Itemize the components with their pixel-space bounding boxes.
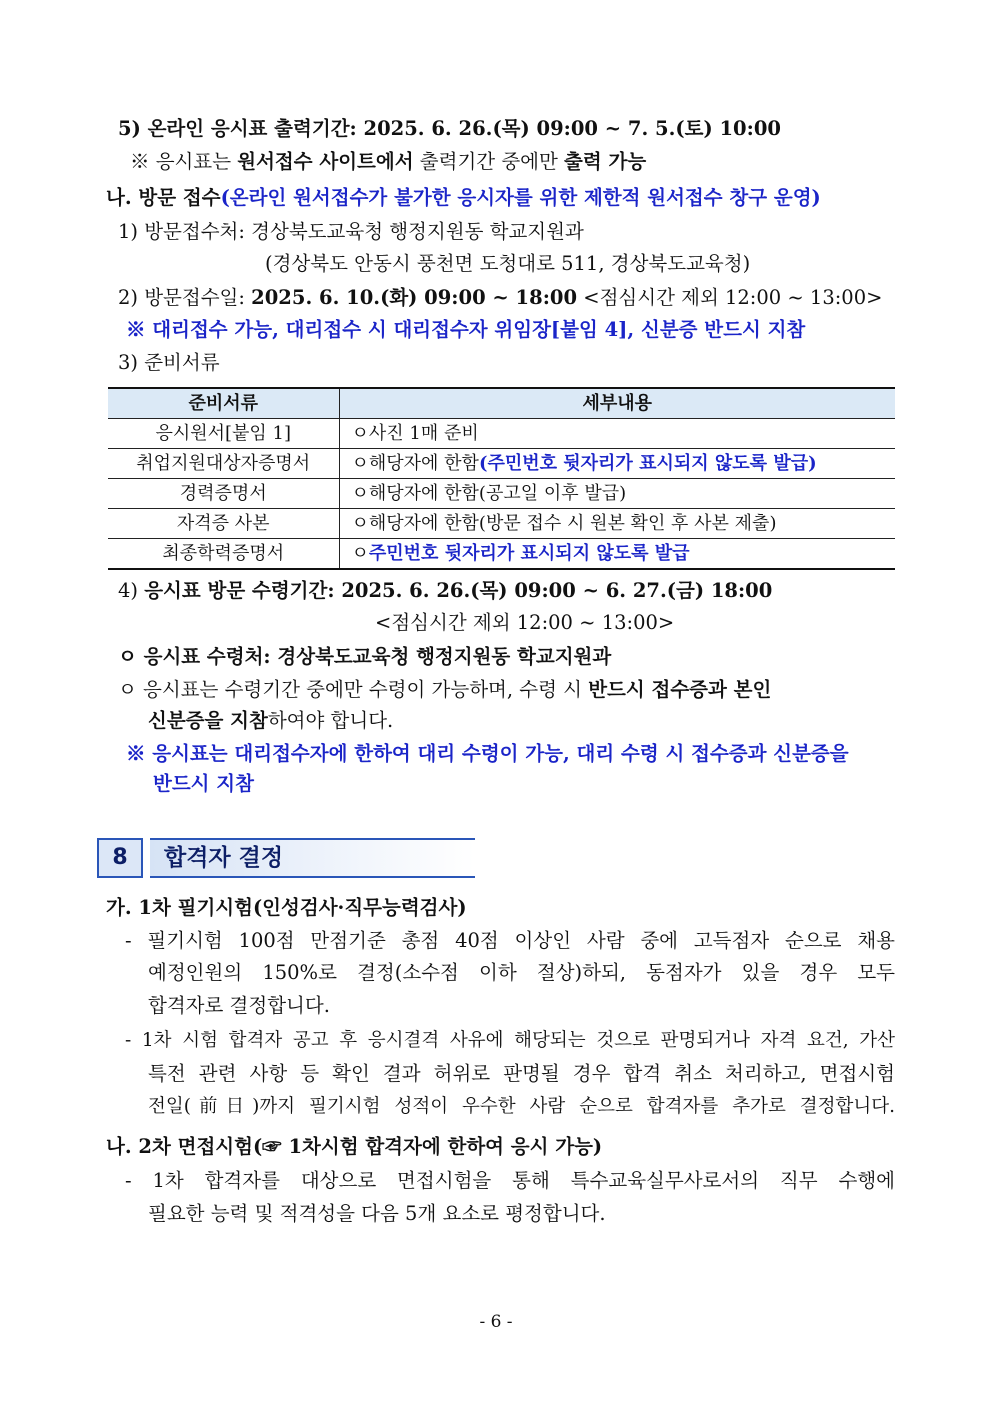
doc-name: 취업지원대상자증명서 xyxy=(108,449,339,479)
doc-detail: ㅇ해당자에 한함(공고일 이후 발급) xyxy=(339,479,895,509)
interview-p1-line1: - 1차 합격자를 대상으로 면접시험을 통해 특수교육실무사로서의 직무 수행에 xyxy=(125,1169,895,1192)
proxy-receipt-note-line2: 반드시 지참 xyxy=(153,772,254,795)
written-exam-p2-line2: 특전 관련 사항 등 확인 결과 허위로 판명될 경우 합격 취소 처리하고, 면접시험 xyxy=(148,1062,895,1085)
written-exam-p1-line2: 예정인원의 150%로 결정(소수점 이하 절상)하되, 동점자가 있을 경우 모두 xyxy=(148,961,895,984)
written-exam-p2-line1: - 1차 시험 합격자 공고 후 응시결격 사유에 해당되는 것으로 판명되거나 자격 요건, 가산 xyxy=(125,1030,895,1051)
doc-name: 자격증 사본 xyxy=(108,509,339,539)
visit-date: 2) 방문접수일: 2025. 6. 10.(화) 09:00 ~ 18:00 <점심시간 제외 12:00 ~ 13:00> xyxy=(118,286,883,309)
doc-detail: ㅇ해당자에 한함(주민번호 뒷자리가 표시되지 않도록 발급) xyxy=(339,449,895,479)
receipt-place: ㅇ 응시표 수령처: 경상북도교육청 행정지원동 학교지원과 xyxy=(118,645,612,668)
table-header: 세부내용 xyxy=(339,388,895,419)
doc-name: 경력증명서 xyxy=(108,479,339,509)
doc-detail: ㅇ해당자에 한함(방문 접수 시 원본 확인 후 사본 제출) xyxy=(339,509,895,539)
print-note: ※ 응시표는 원서접수 사이트에서 출력기간 중에만 출력 가능 xyxy=(130,150,647,173)
proxy-note: ※ 대리접수 가능, 대리접수 시 대리접수자 위임장[붙임 4], 신분증 반드시 지참 xyxy=(126,318,806,341)
written-exam-p1-line1: - 필기시험 100점 만점기준 총점 40점 이상인 사람 중에 고득점자 순으로 채용 xyxy=(125,929,895,952)
documents-table xyxy=(108,387,895,570)
table-row xyxy=(108,539,895,570)
doc-name: 응시원서[붙임 1] xyxy=(108,419,339,449)
page-number: - 6 - xyxy=(479,1312,513,1332)
visit-heading: 나. 방문 접수(온라인 원서접수가 불가한 응시자를 위한 제한적 원서접수 창구 운영) xyxy=(106,186,821,209)
section-title: 합격자 결정 xyxy=(150,838,475,878)
interview-heading: 나. 2차 면접시험(☞ 1차시험 합격자에 한하여 응시 가능) xyxy=(106,1135,603,1158)
documents-label: 3) 준비서류 xyxy=(118,351,220,374)
visit-address: (경상북도 안동시 풍천면 도청대로 511, 경상북도교육청) xyxy=(265,252,751,275)
table-row xyxy=(108,449,895,479)
doc-name: 최종학력증명서 xyxy=(108,539,339,570)
receipt-lunch: <점심시간 제외 12:00 ~ 13:00> xyxy=(375,611,675,634)
doc-detail: ㅇ사진 1매 준비 xyxy=(339,419,895,449)
table-row xyxy=(108,509,895,539)
table-row xyxy=(108,419,895,449)
written-exam-p2-line3: 전일(前日)까지 필기시험 성적이 우수한 사람 순으로 합격자를 추가로 결정합니다. xyxy=(148,1096,895,1117)
written-exam-heading: 가. 1차 필기시험(인성검사·직무능력검사) xyxy=(106,896,467,919)
interview-p1-line2: 필요한 능력 및 적격성을 다음 5개 요소로 평정합니다. xyxy=(148,1202,606,1225)
table-header-row xyxy=(108,388,895,419)
table-header: 준비서류 xyxy=(108,388,339,419)
receipt-rule-line1: ㅇ 응시표는 수령기간 중에만 수령이 가능하며, 수령 시 반드시 접수증과 본인 xyxy=(118,678,772,701)
doc-detail: ㅇ주민번호 뒷자리가 표시되지 않도록 발급 xyxy=(339,539,895,570)
receipt-period: 4) 응시표 방문 수령기간: 2025. 6. 26.(목) 09:00 ~ 6. 27.(금) 18:00 xyxy=(118,579,773,602)
table-row xyxy=(108,479,895,509)
online-print-period: 5) 온라인 응시표 출력기간: 2025. 6. 26.(목) 09:00 ~ 7. 5.(토) 10:00 xyxy=(118,117,781,140)
written-exam-p1-line3: 합격자로 결정합니다. xyxy=(148,994,330,1017)
section-number-badge: 8 xyxy=(97,838,143,878)
visit-location: 1) 방문접수처: 경상북도교육청 행정지원동 학교지원과 xyxy=(118,220,584,243)
receipt-rule-line2: 신분증을 지참하여야 합니다. xyxy=(148,709,394,732)
proxy-receipt-note-line1: ※ 응시표는 대리접수자에 한하여 대리 수령이 가능, 대리 수령 시 접수증과 신분증을 xyxy=(126,742,849,765)
